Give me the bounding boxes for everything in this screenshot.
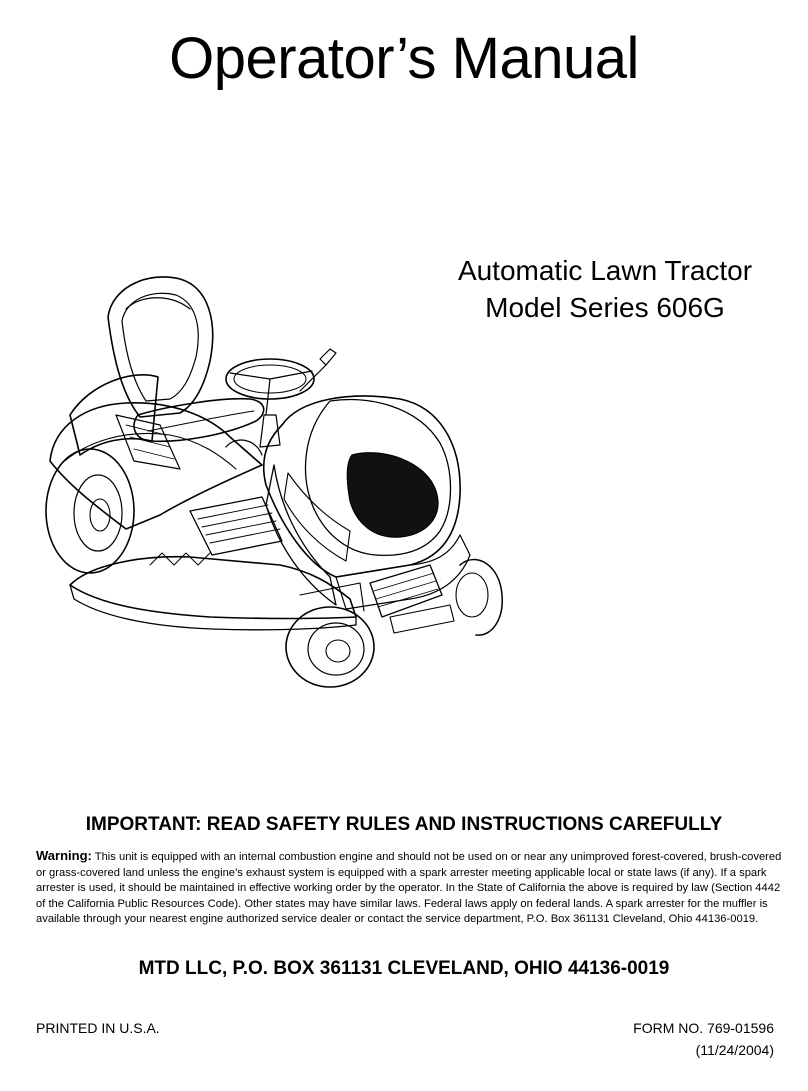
manual-title: Operator’s Manual — [169, 26, 639, 91]
rear-fender — [70, 375, 158, 455]
model-series: Model Series 606G — [485, 292, 725, 323]
lawn-tractor-illustration — [30, 265, 560, 705]
company-address: MTD LLC, P.O. BOX 361131 CLEVELAND, OHIO 44136-0019 — [138, 958, 670, 979]
important-notice: IMPORTANT: READ SAFETY RULES AND INSTRUCTIONS CAREFULLY — [85, 814, 723, 835]
form-number: FORM NO. 769-01596 — [633, 1020, 774, 1036]
warning-text: This unit is equipped with an internal combustion engine and should not be used on or near any unimproved forest-covered, brush-covered or grass-covered land unless the engine’s exhaust system is equipped with a spark arrester meeting applicable local or state laws (if any). If a spark arrester is used, it should be maintained in effective working order by the operator. In the State of California the above is required by law (Section 4442 of the California Public Resources Code). Other states may have similar laws. Federal laws apply on federal lands. A spark arrester for the muffler is available through your nearest engine authorized service dealer or contact the service department, P.O. Box 361131 Cleveland, Ohio 44136-0019. — [36, 851, 782, 926]
printed-in: PRINTED IN U.S.A. — [36, 1020, 160, 1036]
warning-paragraph — [36, 848, 786, 928]
product-name: Automatic Lawn Tractor — [457, 255, 753, 286]
warning-label: Warning: — [36, 848, 92, 863]
form-date: (11/24/2004) — [695, 1042, 774, 1058]
